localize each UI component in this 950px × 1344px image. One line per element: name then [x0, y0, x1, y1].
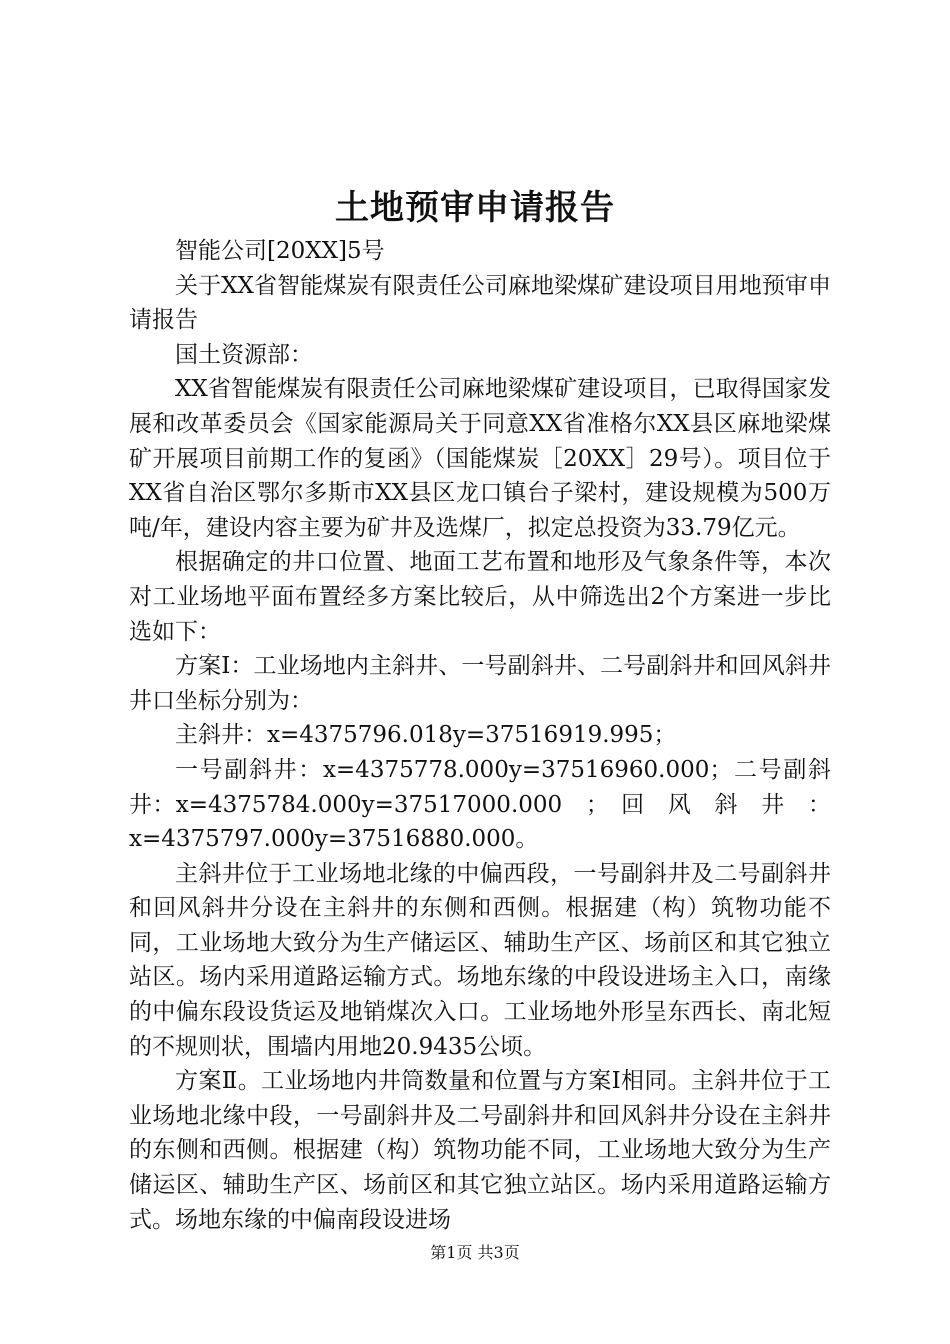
paragraph-main-shaft-coords: 主斜井：x=4375796.018y=37516919.995；	[175, 722, 677, 749]
document-number: 智能公司[20XX]5号	[175, 238, 385, 264]
addressee: 国土资源部：	[175, 341, 313, 368]
paragraph-plan-1-layout: 主斜井位于工业场地北缘的中偏西段，一号副斜井及二号副斜井和回风斜井分设在主斜井的东侧和西侧。根据建（构）筑物功能不同，工业场地大致分为生产储运区、辅助生产区、场前区和其它独立站区。场内采用道路运输方式。场地东缘的中段设进场主入口，南缘的中偏东段设货运及地销煤次入口。工业场地外形呈东西长、南北短的不规则状，围墙内用地20.9435公顷。	[129, 860, 831, 1060]
paragraph-plan-2: 方案Ⅱ。工业场地内井筒数量和位置与方案Ⅰ相同。主斜井位于工业场地北缘中段，一号副斜井及二号副斜井和回风斜井分设在主斜井的东侧和西侧。根据建（构）筑物功能不同，工业场地大致分为生产储运区、辅助生产区、场前区和其它独立站区。场内采用道路运输方式。场地东缘的中偏南段设进场	[129, 1068, 831, 1233]
paragraph-project-overview: XX省智能煤炭有限责任公司麻地梁煤矿建设项目，已取得国家发展和改革委员会《国家能源局关于同意XX省准格尔XX县区麻地梁煤矿开展项目前期工作的复函》（国能煤炭［20XX］29号）。项目位于XX省自治区鄂尔多斯市XX县区龙口镇台子梁村，建设规模为500万吨/年，建设内容主要为矿井及选煤厂，拟定总投资为33.79亿元。	[129, 376, 832, 541]
document-title: 土地预审申请报告	[335, 188, 615, 228]
paragraph-aux-shaft-coords: 一号副斜井：x=4375778.000y=37516960.000；二号副斜井：x=4375784.000y=37517000.000 ； 回 风 斜 井 ：x=4375797.000y=37516880.000。	[129, 756, 831, 853]
paragraph-plan-comparison: 根据确定的井口位置、地面工艺布置和地形及气象条件等，本次对工业场地平面布置经多方案比较后，从中筛选出2个方案进一步比选如下：	[129, 549, 831, 645]
page-footer: 第1页 共3页	[430, 1243, 520, 1262]
paragraph-plan-1-intro: 方案Ⅰ：工业场地内主斜井、一号副斜井、二号副斜井和回风斜井井口坐标分别为：	[129, 653, 831, 714]
document-body	[129, 234, 831, 1237]
report-subject: 关于XX省智能煤炭有限责任公司麻地梁煤矿建设项目用地预审申请报告	[129, 272, 831, 334]
